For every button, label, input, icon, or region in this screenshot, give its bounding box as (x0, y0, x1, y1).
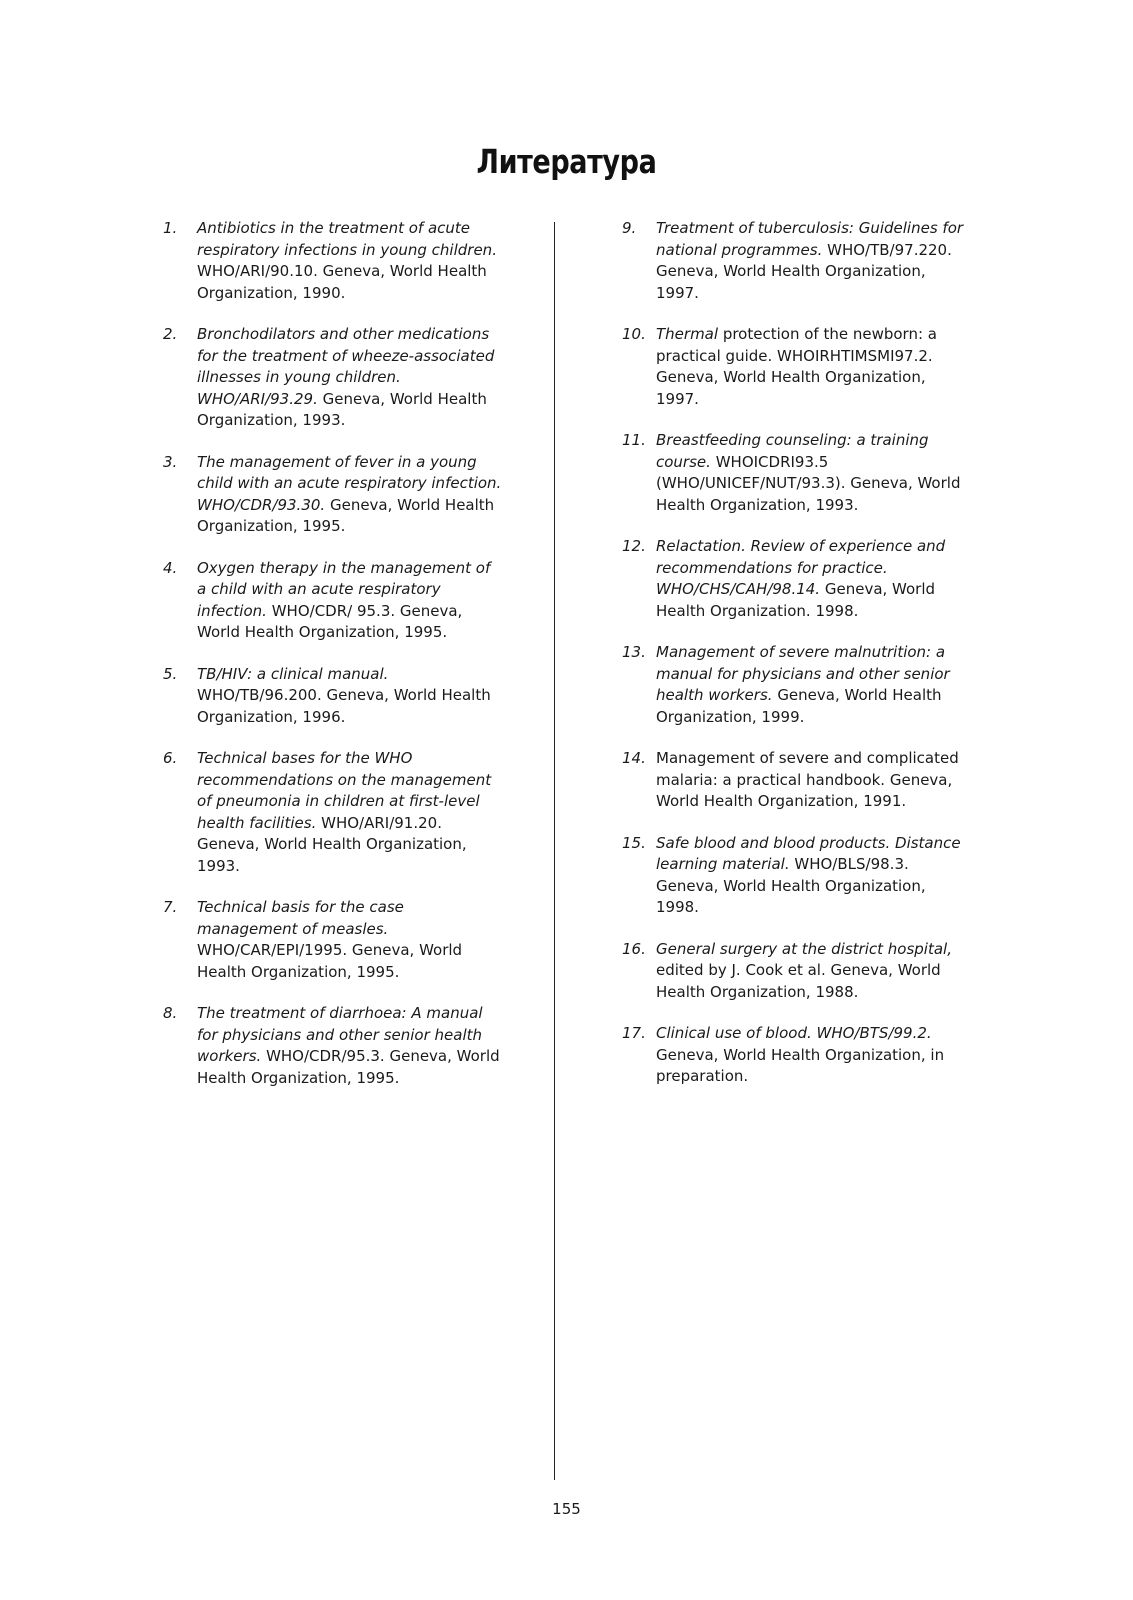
reference-text (656, 642, 972, 728)
reference-details: Geneva, World Health Organization, 1993. (197, 389, 487, 429)
reference-text (656, 536, 972, 622)
reference-details: Geneva, World Health Organization. 1998. (656, 580, 936, 620)
reference-text (197, 218, 503, 304)
reference-number: 7. (163, 898, 178, 916)
reference-number: 8. (163, 1004, 178, 1022)
reference-text (656, 939, 972, 1004)
reference-item (163, 324, 503, 432)
reference-number: 9. (622, 219, 637, 237)
reference-item (622, 833, 972, 919)
reference-text (656, 1023, 972, 1088)
reference-details: WHO/CDR/ 95.3. Geneva, World Health Organization, 1995. (197, 601, 463, 641)
reference-item (622, 218, 972, 304)
reference-title: Safe blood and blood products. Distance learning material. (656, 833, 961, 873)
reference-title: Clinical use of blood. WHO/BTS/99.2. (656, 1024, 932, 1042)
reference-details: WHO/CDR/95.3. Geneva, World Health Organization, 1995. (197, 1047, 500, 1087)
reference-number: 11. (622, 431, 646, 449)
reference-text (656, 748, 972, 813)
reference-item (163, 1003, 503, 1089)
reference-text (197, 664, 503, 729)
reference-item (163, 218, 503, 304)
page-number: 155 (552, 1500, 581, 1518)
references-left-column (163, 218, 503, 1109)
reference-text (656, 833, 972, 919)
reference-text (197, 748, 503, 877)
reference-number: 3. (163, 452, 178, 471)
reference-text (197, 324, 503, 432)
reference-details: protection of the newborn: a practical guide. WHOIRHTIMSMI97.2. Geneva, World Health Organization, 1997. (656, 325, 937, 408)
reference-item (163, 748, 503, 877)
reference-text (197, 897, 503, 983)
reference-number: 1. (163, 219, 178, 237)
reference-text (656, 218, 972, 304)
column-divider (554, 222, 555, 1480)
reference-number: 6. (163, 749, 178, 767)
reference-title: Management of severe malnutrition: a manual for physicians and other senior health workers. (656, 643, 950, 704)
reference-title: The treatment of diarrhoea: A manual for physicians and other senior health workers. (197, 1004, 483, 1065)
reference-text (656, 430, 972, 516)
reference-title: Relactation. Review of experience and recommendations for practice. WHO/CHS/CAH/98.14. (656, 537, 946, 598)
reference-details: WHO/ARI/90.10. Geneva, World Health Organization, 1990. (197, 262, 487, 302)
reference-text (197, 558, 503, 644)
reference-item (163, 897, 503, 983)
reference-item (163, 452, 503, 538)
references-right-column (622, 218, 972, 1108)
reference-item (622, 642, 972, 728)
reference-details: WHO/CAR/EPI/1995. Geneva, World Health Organization, 1995. (197, 941, 463, 981)
reference-number: 2. (163, 325, 178, 343)
reference-details: WHO/TB/97.220. Geneva, World Health Organization, 1997. (656, 240, 952, 302)
reference-title: Technical basis for the case management of measles. (197, 898, 404, 938)
reference-item (622, 430, 972, 516)
reference-title: Breastfeeding counseling: a training course. (656, 431, 929, 471)
reference-text (197, 452, 503, 538)
reference-details: WHO/BLS/98.3. Geneva, World Health Organization, 1998. (656, 855, 926, 916)
reference-item (622, 1023, 972, 1088)
reference-title: General surgery at the district hospital, (656, 939, 952, 958)
reference-number: 16. (622, 939, 646, 958)
reference-number: 4. (163, 558, 178, 577)
reference-details: Geneva, World Health Organization, 1995. (197, 495, 495, 535)
reference-title: Antibiotics in the treatment of acute respiratory infections in young children. (197, 219, 497, 259)
reference-item (622, 939, 972, 1004)
reference-title: Bronchodilators and other medications for the treatment of wheeze-associated illnesses in young children. WHO/ARI/93.29. (197, 325, 495, 408)
reference-details: WHO/ARI/91.20. Geneva, World Health Organization, 1993. (197, 813, 467, 875)
reference-number: 13. (622, 643, 646, 661)
reference-details: Geneva, World Health Organization, 1999. (656, 686, 942, 726)
reference-number: 15. (622, 833, 646, 852)
reference-title: Oxygen therapy in the management of a child with an acute respiratory infection. (197, 558, 491, 620)
reference-details: Management of severe and complicated malaria: a practical handbook. Geneva, World Health Organization, 1991. (656, 749, 959, 810)
reference-details: Geneva, World Health Organization, in preparation. (656, 1045, 945, 1085)
reference-item (163, 558, 503, 644)
reference-number: 14. (622, 749, 646, 767)
reference-number: 10. (622, 325, 646, 343)
reference-item (622, 748, 972, 813)
reference-text (197, 1003, 503, 1089)
reference-title: Technical bases for the WHO recommendations on the management of pneumonia in children at first-level health facilities. (197, 749, 492, 832)
reference-number: 12. (622, 537, 646, 555)
reference-details: edited by J. Cook et al. Geneva, World Health Organization, 1988. (656, 961, 941, 1001)
reference-title: TB/HIV: a clinical manual. (197, 664, 389, 683)
reference-details: WHO/TB/96.200. Geneva, World Health Organization, 1996. (197, 686, 491, 726)
reference-title: Treatment of tuberculosis: Guidelines for national programmes. (656, 219, 964, 259)
reference-details: WHOICDRI93.5 (WHO/UNICEF/NUT/93.3). Geneva, World Health Organization, 1993. (656, 452, 961, 514)
reference-number: 17. (622, 1024, 646, 1042)
page-title: Литература (476, 142, 657, 181)
reference-item (622, 536, 972, 622)
reference-text (656, 324, 972, 410)
reference-title: Thermal (656, 325, 719, 343)
reference-item (622, 324, 972, 410)
reference-number: 5. (163, 664, 178, 683)
reference-title: The management of fever in a young child with an acute respiratory infection. WHO/CDR/93.30. (197, 452, 502, 514)
reference-item (163, 664, 503, 729)
